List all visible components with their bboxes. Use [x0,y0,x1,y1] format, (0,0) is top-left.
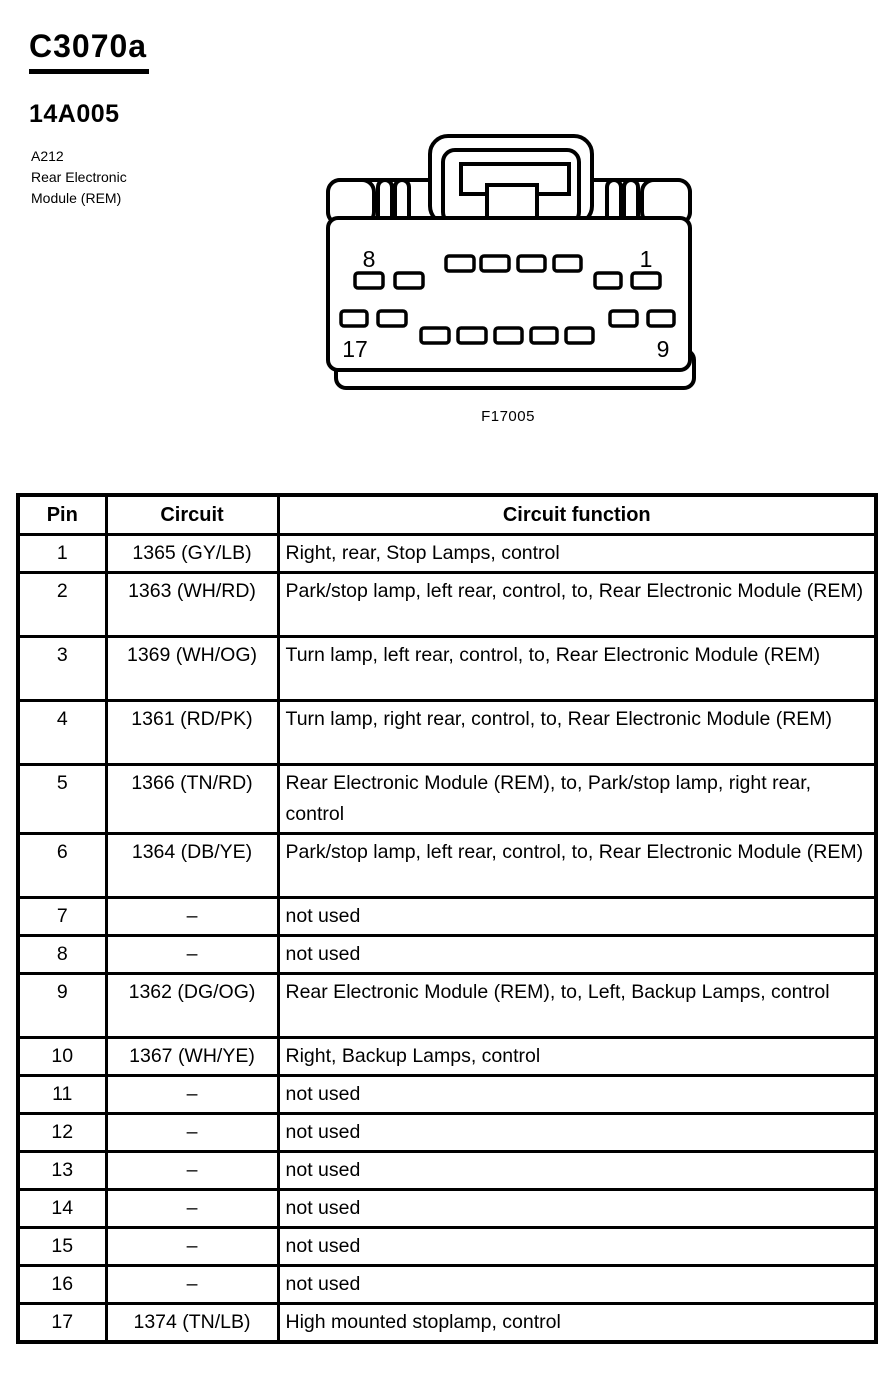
function-cell: Right, Backup Lamps, control [278,1038,876,1076]
pin-cell: 15 [18,1228,106,1266]
function-cell: not used [278,1228,876,1266]
table-row [18,898,876,936]
connector-latch-tab [487,185,537,221]
table-header-row [18,495,876,535]
pin-cell: 1 [18,535,106,573]
function-cell: High mounted stoplamp, control [278,1304,876,1343]
pin-cell: 17 [18,1304,106,1343]
component-name-line2: Module (REM) [31,190,122,206]
circuit-cell: – [106,1266,278,1304]
header-pin: Pin [18,495,106,535]
pinout-table [16,493,878,1344]
pin-cell: 5 [18,765,106,834]
table-row [18,637,876,701]
table-row [18,701,876,765]
circuit-cell: 1365 (GY/LB) [106,535,278,573]
circuit-cell: 1366 (TN/RD) [106,765,278,834]
table-row [18,1228,876,1266]
pin-slot-1 [632,273,660,288]
pin-slot-3 [554,256,581,271]
table-row [18,535,876,573]
circuit-cell: 1374 (TN/LB) [106,1304,278,1343]
table-row [18,1152,876,1190]
pin-cell: 8 [18,936,106,974]
header-circuit: Circuit [106,495,278,535]
pin-slot-15 [421,328,449,343]
function-cell: not used [278,1076,876,1114]
table-row [18,765,876,834]
pin-slot-16 [378,311,406,326]
pin-number-label-17: 17 [342,336,368,362]
pin-cell: 13 [18,1152,106,1190]
pin-slot-5 [481,256,509,271]
pin-slot-14 [458,328,486,343]
circuit-cell: – [106,1076,278,1114]
pin-cell: 3 [18,637,106,701]
pin-cell: 6 [18,834,106,898]
pin-slot-17 [341,311,367,326]
circuit-cell: 1362 (DG/OG) [106,974,278,1038]
pin-number-label-9: 9 [656,336,670,362]
part-number: 14A005 [29,100,120,128]
pin-number-label-8: 8 [362,246,376,272]
pin-cell: 16 [18,1266,106,1304]
circuit-cell: 1364 (DB/YE) [106,834,278,898]
function-cell: not used [278,936,876,974]
function-cell: Turn lamp, right rear, control, to, Rear Electronic Module (REM) [278,701,876,765]
circuit-cell: 1363 (WH/RD) [106,573,278,637]
pin-cell: 10 [18,1038,106,1076]
circuit-cell: 1369 (WH/OG) [106,637,278,701]
table-row [18,1076,876,1114]
component-label [31,146,127,209]
circuit-cell: – [106,1152,278,1190]
pin-cell: 14 [18,1190,106,1228]
function-cell: Rear Electronic Module (REM), to, Park/stop lamp, right rear, control [278,765,876,834]
figure-caption: F17005 [481,408,535,425]
pin-number-label-1: 1 [639,246,653,272]
pin-slot-13 [495,328,522,343]
connector-body [328,218,690,370]
pin-cell: 11 [18,1076,106,1114]
function-cell: not used [278,1114,876,1152]
function-cell: not used [278,1266,876,1304]
component-id: A212 [31,148,64,164]
page-title: C3070a [29,28,149,74]
circuit-cell: – [106,1228,278,1266]
table-row [18,1114,876,1152]
function-cell: not used [278,1190,876,1228]
function-cell: Turn lamp, left rear, control, to, Rear Electronic Module (REM) [278,637,876,701]
circuit-cell: – [106,1190,278,1228]
pin-cell: 2 [18,573,106,637]
pin-cell: 4 [18,701,106,765]
header-circuit-function: Circuit function [278,495,876,535]
pin-slot-7 [395,273,423,288]
pin-slot-4 [518,256,545,271]
function-cell: Park/stop lamp, left rear, control, to, Rear Electronic Module (REM) [278,834,876,898]
function-cell: not used [278,1152,876,1190]
table-row [18,974,876,1038]
function-cell: Park/stop lamp, left rear, control, to, Rear Electronic Module (REM) [278,573,876,637]
circuit-cell: – [106,898,278,936]
pin-slot-6 [446,256,474,271]
table-row [18,573,876,637]
circuit-cell: 1367 (WH/YE) [106,1038,278,1076]
pin-slot-12 [531,328,557,343]
component-name-line1: Rear Electronic [31,169,127,185]
connector-diagram [316,134,700,396]
function-cell: Rear Electronic Module (REM), to, Left, Backup Lamps, control [278,974,876,1038]
pin-slot-10 [610,311,637,326]
pin-slot-8 [355,273,383,288]
circuit-cell: 1361 (RD/PK) [106,701,278,765]
pin-slot-2 [595,273,621,288]
circuit-cell: – [106,936,278,974]
table-row [18,1304,876,1343]
pin-cell: 9 [18,974,106,1038]
circuit-cell: – [106,1114,278,1152]
pin-slot-9 [648,311,674,326]
pin-cell: 7 [18,898,106,936]
pin-slot-11 [566,328,593,343]
table-row [18,1190,876,1228]
function-cell: not used [278,898,876,936]
table-row [18,834,876,898]
connector-figure [316,134,700,396]
table-row [18,1038,876,1076]
table-row [18,936,876,974]
table-row [18,1266,876,1304]
pin-cell: 12 [18,1114,106,1152]
function-cell: Right, rear, Stop Lamps, control [278,535,876,573]
